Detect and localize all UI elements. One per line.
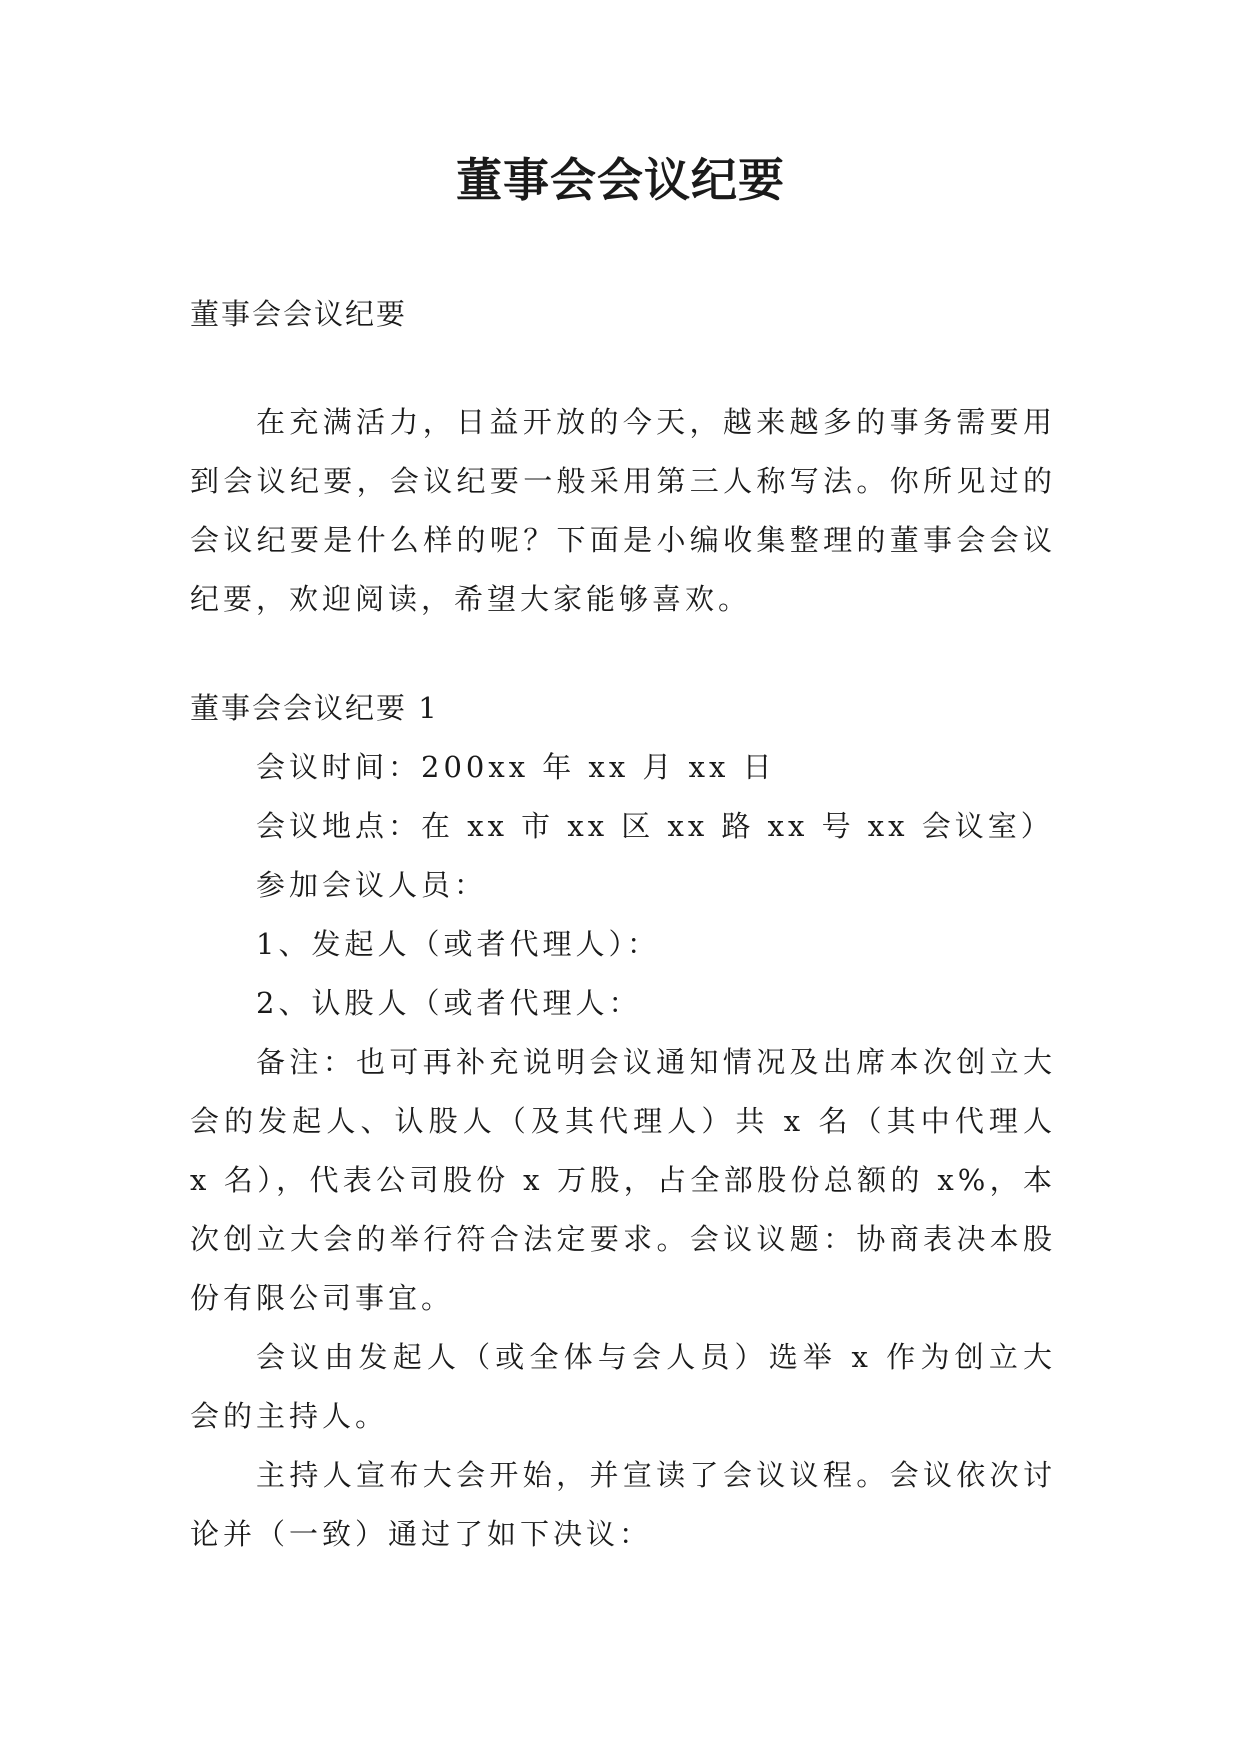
intro-paragraph: 在充满活力，日益开放的今天，越来越多的事务需要用到会议纪要，会议纪要一般采用第三人称写法。你所见过的会议纪要是什么样的呢？下面是小编收集整理的董事会会议纪要，欢迎阅读，希望大家能够喜欢。	[190, 405, 1056, 616]
host-election-paragraph: 会议由发起人（或全体与会人员）选举 x 作为创立大会的主持人。	[190, 1340, 1056, 1433]
attendee-item-1: 1、发起人（或者代理人）：	[256, 927, 660, 961]
remark-paragraph: 备注：也可再补充说明会议通知情况及出席本次创立大会的发起人、认股人（及其代理人）共 x 名（其中代理人 x 名），代表公司股份 x 万股，占全部股份总额的 x%，本次创立大会的举行符合法定要求。会议议题：协商表决本股份有限公司事宜。	[190, 1045, 1056, 1315]
host-announcement-paragraph: 主持人宣布大会开始，并宣读了会议议程。会议依次讨论并（一致）通过了如下决议：	[190, 1458, 1056, 1551]
document-title: 董事会会议纪要	[456, 153, 785, 207]
document-subtitle: 董事会会议纪要	[190, 297, 408, 331]
document-body	[190, 285, 1056, 1564]
meeting-place: 会议地点：在 xx 市 xx 区 xx 路 xx 号 xx 会议室）	[256, 809, 1054, 843]
attendees-label: 参加会议人员：	[256, 868, 488, 902]
meeting-time: 会议时间：200xx 年 xx 月 xx 日	[256, 750, 776, 784]
section-heading: 董事会会议纪要 1	[190, 691, 439, 725]
attendee-item-2: 2、认股人（或者代理人：	[256, 986, 642, 1020]
